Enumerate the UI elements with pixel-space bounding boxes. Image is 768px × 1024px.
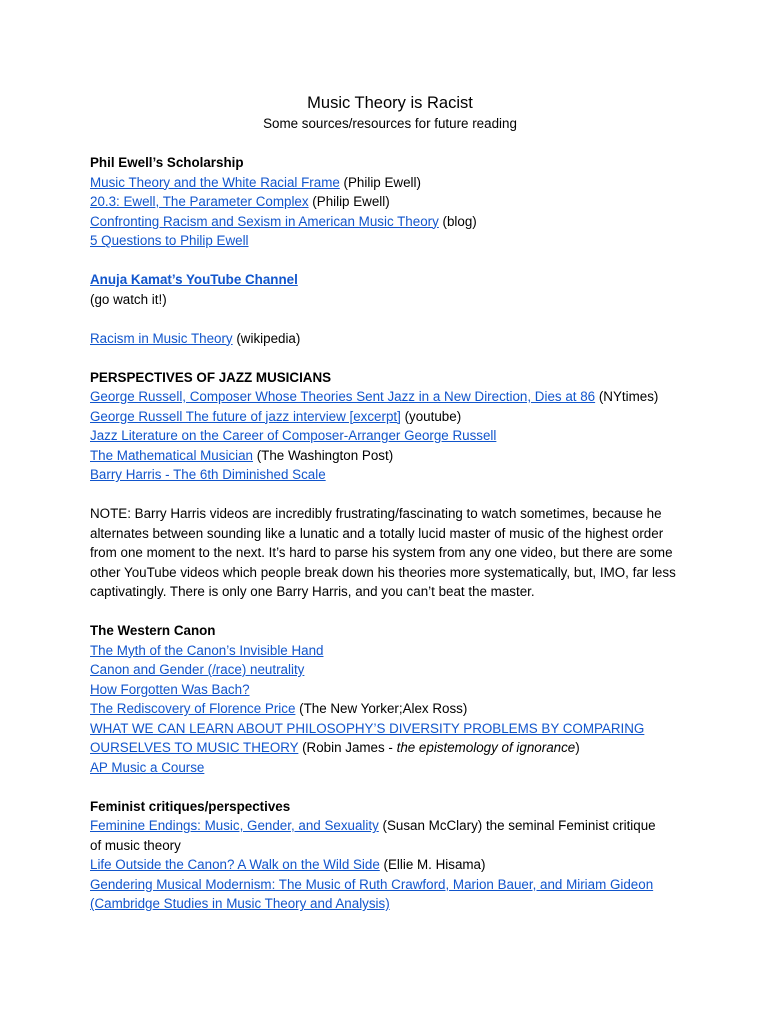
link-note-italic: the epistemology of ignorance [396, 740, 576, 755]
section-heading-ewell: Phil Ewell’s Scholarship [90, 155, 244, 170]
list-item [90, 173, 690, 193]
barry-harris-note: NOTE: Barry Harris videos are incredibly frustrating/fascinating to watch sometimes, because he alternates between sounding like a lunatic and a totally lucid master of music of the highest order from one moment to the next. It’s hard to parse his system from any one video, but there are some other YouTube videos which people break down his theories more systematically, but, IMO, far less captivatingly. There is only one Barry Harris, and you can’t beat the master. [90, 506, 676, 599]
link-feminine-endings[interactable]: Feminine Endings: Music, Gender, and Sexuality [90, 818, 379, 833]
link-note: ) [575, 740, 580, 755]
link-note: (Philip Ewell) [339, 174, 421, 190]
link-barry-harris[interactable]: Barry Harris - The 6th Diminished Scale [90, 467, 326, 482]
link-florence-price[interactable]: The Rediscovery of Florence Price [90, 701, 296, 716]
spacer [90, 602, 690, 622]
section-heading-canon: The Western Canon [90, 623, 216, 638]
link-white-racial-frame[interactable]: Music Theory and the White Racial Frame [90, 174, 340, 190]
list-item [90, 387, 690, 407]
link-note: (Ellie M. Hisama) [379, 857, 486, 872]
link-5-questions[interactable]: 5 Questions to Philip Ewell [90, 233, 249, 248]
section-heading-feminist: Feminist critiques/perspectives [90, 798, 291, 814]
list-item [90, 212, 690, 232]
link-note: (Robin James - [298, 740, 397, 755]
spacer [90, 309, 690, 329]
link-philosophy-diversity-line2[interactable]: OURSELVES TO MUSIC THEORY [90, 740, 299, 755]
list-item [90, 758, 690, 778]
spacer [90, 485, 690, 505]
link-note: (The New Yorker;Alex Ross) [295, 701, 468, 716]
link-canon-gender[interactable]: Canon and Gender (/race) neutrality [90, 662, 305, 677]
link-note: (blog) [438, 213, 477, 229]
link-parameter-complex[interactable]: 20.3: Ewell, The Parameter Complex [90, 194, 309, 209]
link-note-continued: of music theory [90, 837, 181, 853]
link-racism-in-music-theory[interactable]: Racism in Music Theory [90, 330, 233, 346]
link-myth-of-canon[interactable]: The Myth of the Canon’s Invisible Hand [90, 642, 324, 658]
page-subtitle: Some sources/resources for future reading [263, 116, 517, 131]
link-note: (Philip Ewell) [308, 194, 390, 209]
list-item [90, 738, 690, 758]
list-item [90, 446, 690, 466]
list-item [90, 192, 690, 212]
link-note: (The Washington Post) [252, 447, 394, 463]
link-note: (NYtimes) [595, 389, 659, 404]
link-jazz-literature[interactable]: Jazz Literature on the Career of Composer-Arranger George Russell [90, 428, 497, 443]
link-confronting-racism[interactable]: Confronting Racism and Sexism in American Music Theory [90, 213, 439, 229]
kamat-note: (go watch it!) [90, 291, 167, 307]
link-note: (Susan McClary) the seminal Feminist critique [378, 818, 656, 833]
list-item [90, 875, 690, 895]
link-note: (wikipedia) [232, 330, 301, 346]
spacer [90, 348, 690, 368]
link-ap-music[interactable]: AP Music a Course [90, 759, 205, 775]
list-item [90, 680, 690, 700]
list-item [90, 641, 690, 661]
link-life-outside-canon[interactable]: Life Outside the Canon? A Walk on the Wild Side [90, 857, 380, 872]
link-forgotten-bach[interactable]: How Forgotten Was Bach? [90, 681, 250, 697]
list-item [90, 699, 690, 719]
page-title: Music Theory is Racist [307, 94, 473, 112]
link-george-russell-nytimes[interactable]: George Russell, Composer Whose Theories Sent Jazz in a New Direction, Dies at 86 [90, 389, 596, 404]
link-george-russell-interview[interactable]: George Russell The future of jazz interview [excerpt] [90, 408, 401, 424]
spacer [90, 777, 690, 797]
document-body [90, 92, 690, 914]
list-item [90, 270, 690, 290]
link-note: (youtube) [400, 408, 462, 424]
link-mathematical-musician[interactable]: The Mathematical Musician [90, 447, 253, 463]
list-item [90, 465, 690, 485]
link-gendering-modernism-line2[interactable]: (Cambridge Studies in Music Theory and Analysis) [90, 896, 390, 911]
link-anuja-kamat-channel[interactable]: Anuja Kamat’s YouTube Channel [90, 272, 298, 287]
list-item [90, 660, 690, 680]
list-item [90, 855, 690, 875]
link-philosophy-diversity-line1[interactable]: WHAT WE CAN LEARN ABOUT PHILOSOPHY’S DIVERSITY PROBLEMS BY COMPARING [90, 720, 645, 736]
list-item [90, 407, 690, 427]
list-item [90, 719, 690, 739]
section-heading-jazz: PERSPECTIVES OF JAZZ MUSICIANS [90, 369, 332, 385]
list-item [90, 894, 690, 914]
list-item [90, 329, 690, 349]
list-item [90, 426, 690, 446]
list-item [90, 816, 690, 836]
list-item [90, 231, 690, 251]
link-gendering-modernism-line1[interactable]: Gendering Musical Modernism: The Music of Ruth Crawford, Marion Bauer, and Miriam Gideon [90, 876, 654, 892]
spacer [90, 251, 690, 271]
